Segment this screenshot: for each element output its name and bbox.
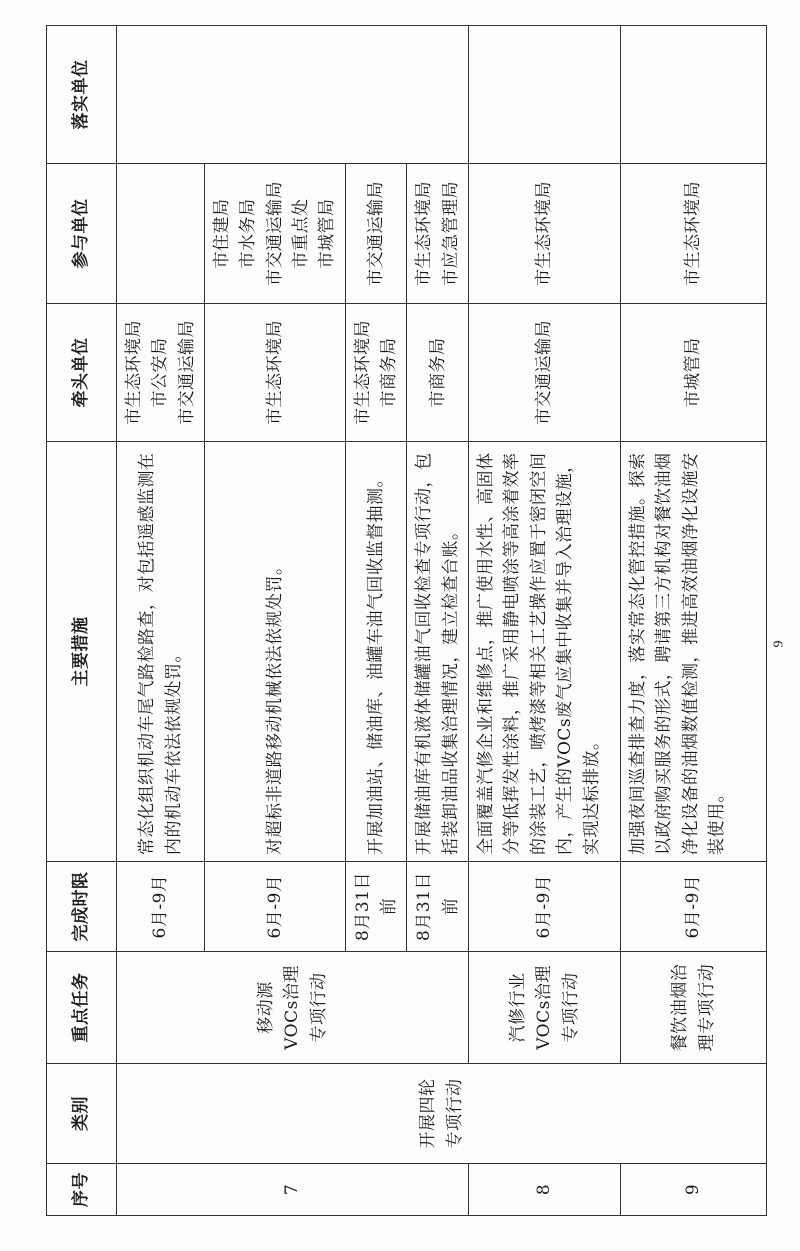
row9-lead [621,304,767,442]
row7d-deadline: 8月31日前 [407,862,469,952]
header-participants: 参与单位 [47,164,117,304]
row7d-lead [407,304,469,442]
row7b-deadline: 6月-9月 [205,862,346,952]
lead-unit: 市生态环境局 [124,320,144,425]
participant-unit: 市应急管理局 [440,181,461,286]
row7c-lead [345,304,407,442]
participant-unit: 市城管局 [317,198,338,269]
lead-unit: 市商务局 [379,337,400,408]
lead-unit: 市公安局 [150,337,171,408]
row9-implement [621,26,767,164]
header-implement: 落实单位 [47,26,117,164]
header-row [47,26,117,1216]
header-lead: 牵头单位 [47,304,117,442]
row7b-participants [205,164,346,304]
row8-participants [469,164,621,304]
row7-implement [117,26,469,164]
page-number: 9 [771,640,787,648]
participant-unit: 市生态环境局 [683,181,704,286]
row9-deadline: 6月-9月 [621,862,767,952]
row7d-participants [407,164,469,304]
row9-measure: 加强夜间巡查排查力度，落实常态化管控措施。探索以政府购买服务的形式，聘请第三方机构对餐饮油烟净化设备的油烟数值检测，推进高效油烟净化设施安装使用。 [621,442,767,862]
row7c-deadline: 8月31日前 [345,862,407,952]
row7-task: 移动源VOCs治理专项行动 [117,952,469,1064]
header-task: 重点任务 [47,952,117,1064]
row7c-measure: 开展加油站、储油库、油罐车油气回收监督抽测。 [345,442,407,862]
row7d-measure: 开展储油库有机液体储罐油气回收检查专项行动，包括装卸油品收集治理情况，建立检查台账。 [407,442,469,862]
row7a-deadline: 6月-9月 [117,862,205,952]
participant-unit: 市重点处 [291,198,312,269]
participant-unit: 市交通运输局 [264,181,285,286]
row8-deadline: 6月-9月 [469,862,621,952]
row8-task: 汽修行业VOCs治理专项行动 [469,952,621,1064]
row8-implement [469,26,621,164]
row9-task: 餐饮油烟治理专项行动 [621,952,767,1064]
table-row [469,26,621,1216]
row7-category: 开展四轮专项行动 [117,1064,767,1164]
participant-unit: 市交通运输局 [365,181,386,286]
row7a-measure: 常态化组织机动车尾气路检路查，对包括遥感监测在内的机动车依法依规处罚。 [117,442,205,862]
lead-unit: 市交通运输局 [534,320,555,425]
lead-unit: 市交通运输局 [176,320,197,425]
lead-unit: 市商务局 [427,337,448,408]
table-row [621,26,767,1216]
header-measures: 主要措施 [47,442,117,862]
participant-unit: 市生态环境局 [414,181,435,286]
header-deadline: 完成时限 [47,862,117,952]
task-table [46,25,767,1216]
header-no: 序号 [47,1164,117,1216]
row7c-participants [345,164,407,304]
participant-unit: 市水务局 [238,198,259,269]
row7b-measure: 对超标非道路移动机械依法依规处罚。 [205,442,346,862]
row8-lead [469,304,621,442]
row9-no: 9 [621,1164,767,1216]
row8-measure: 全面覆盖汽修企业和维修点，推广使用水性、高固体分等低挥发性涂料，推广采用静电喷涂等高涂着效率的涂装工艺，喷烤漆等相关工艺操作应置于密闭空间内，产生的VOCs废气应集中收集并导入治理设施，实现达标排放。 [469,442,621,862]
participant-unit: 市生态环境局 [534,181,555,286]
lead-unit: 市生态环境局 [352,320,373,425]
header-category: 类别 [47,1064,117,1164]
row8-no: 8 [469,1164,621,1216]
row7-no: 7 [117,1164,469,1216]
row7b-lead [205,304,346,442]
row7a-lead [117,304,205,442]
rotated-table-page [46,26,728,1216]
lead-unit: 市生态环境局 [264,320,285,425]
lead-unit: 市城管局 [683,337,704,408]
row9-participants [621,164,767,304]
row7a-participants [117,164,205,304]
participant-unit: 市住建局 [212,198,233,269]
table-row [117,26,205,1216]
